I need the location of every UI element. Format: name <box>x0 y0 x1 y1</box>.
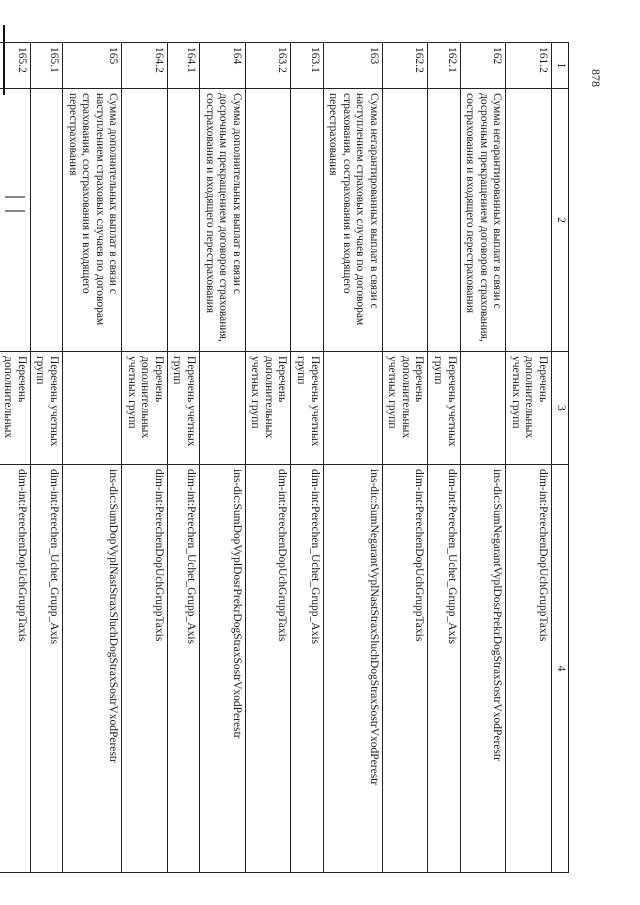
table-row <box>460 43 506 873</box>
column-header-3: 3 <box>552 352 569 465</box>
table-row <box>0 43 30 873</box>
row-number: 162.1 <box>428 43 460 89</box>
row-description: Сумма негарантированных выплат в связи с наступлением страховых случаев по договорам страхования, сострахования и входящего перестрахования <box>323 89 382 352</box>
row-code: ins-dic:SumDopVyplNastStraxSluchDogStraxSostrVxodPerestr <box>63 465 122 873</box>
row-number: 164.1 <box>167 43 199 89</box>
row-description <box>30 89 62 352</box>
column-header-4: 4 <box>552 465 569 873</box>
row-description <box>122 89 168 352</box>
row-number: 162.2 <box>382 43 428 89</box>
table-row <box>506 43 552 873</box>
row-code: ins-dic:SumNegarantVyplDosrPrekrDogStraxSostrVxodPerestr <box>460 465 506 873</box>
table-header-row <box>552 43 569 873</box>
table-row <box>122 43 168 873</box>
row-code: dim-int:PerechenDopUchGruppTaxis <box>382 465 428 873</box>
row-name <box>63 352 122 465</box>
row-code: dim-int:PerechenDopUchGruppTaxis <box>122 465 168 873</box>
row-code: dim-int:PerechenDopUchGruppTaxis <box>0 465 30 873</box>
page-number: 878 <box>589 69 603 87</box>
data-table <box>0 42 569 873</box>
row-number: 163 <box>323 43 382 89</box>
row-number: 163.2 <box>245 43 291 89</box>
row-number: 164 <box>200 43 246 89</box>
row-description: Сумма дополнительных выплат в связи с наступлением страховых случаев по договорам страхования, сострахования и входящего перестрахования <box>63 89 122 352</box>
row-number: 162 <box>460 43 506 89</box>
table-row <box>63 43 122 873</box>
row-name <box>460 352 506 465</box>
row-number: 161.2 <box>506 43 552 89</box>
table-row <box>200 43 246 873</box>
row-code: ins-dic:SumNegarantVyplNastStraxSluchDogStraxSostrVxodPerestr <box>323 465 382 873</box>
table-row <box>323 43 382 873</box>
row-description <box>382 89 428 352</box>
row-name: Перечень дополнительных учетных групп <box>245 352 291 465</box>
rotated-table-container <box>2 42 569 872</box>
row-code: dim-int:Perechen_Uchet_Grupp_Axis <box>428 465 460 873</box>
table-row <box>167 43 199 873</box>
table-row <box>382 43 428 873</box>
row-code: ins-dic:SumDopVyplDosrPrekrDogStraxSostrVxodPerestr <box>200 465 246 873</box>
table-row <box>245 43 291 873</box>
row-code: dim-int:PerechenDopUchGruppTaxis <box>245 465 291 873</box>
row-name: Перечень дополнительных учетных групп <box>506 352 552 465</box>
row-number: 165 <box>63 43 122 89</box>
row-name: Перечень учетных групп <box>291 352 323 465</box>
row-name: Перечень дополнительных <box>0 352 30 465</box>
row-name: Перечень учетных групп <box>428 352 460 465</box>
row-code: dim-int:PerechenDopUchGruppTaxis <box>506 465 552 873</box>
row-name: Перечень дополнительных учетных групп <box>382 352 428 465</box>
row-number: 165.2 <box>0 43 30 89</box>
row-name: Перечень дополнительных учетных групп <box>122 352 168 465</box>
row-number: 163.1 <box>291 43 323 89</box>
row-name: Перечень учетных групп <box>167 352 199 465</box>
row-code: dim-int:Perechen_Uchet_Grupp_Axis <box>167 465 199 873</box>
row-description <box>167 89 199 352</box>
row-name: Перечень учетных групп <box>30 352 62 465</box>
column-header-2: 2 <box>552 89 569 352</box>
row-description <box>291 89 323 352</box>
row-description: Сумма негарантированных выплат в связи с досрочным прекращением договоров страхования, сострахования и входящего перестрахования <box>460 89 506 352</box>
row-description <box>506 89 552 352</box>
row-description: Сумма дополнительных выплат в связи с досрочным прекращением договоров страхования, сострахования и входящего перестрахования <box>200 89 246 352</box>
row-description <box>245 89 291 352</box>
row-code: dim-int:Perechen_Uchet_Grupp_Axis <box>30 465 62 873</box>
table-row <box>30 43 62 873</box>
column-header-1: 1 <box>552 43 569 89</box>
row-number: 165.1 <box>30 43 62 89</box>
row-name <box>323 352 382 465</box>
row-name <box>200 352 246 465</box>
row-code: dim-int:Perechen_Uchet_Grupp_Axis <box>291 465 323 873</box>
table-row <box>428 43 460 873</box>
row-number: 164.2 <box>122 43 168 89</box>
table-row <box>291 43 323 873</box>
row-description <box>0 89 30 352</box>
row-description <box>428 89 460 352</box>
